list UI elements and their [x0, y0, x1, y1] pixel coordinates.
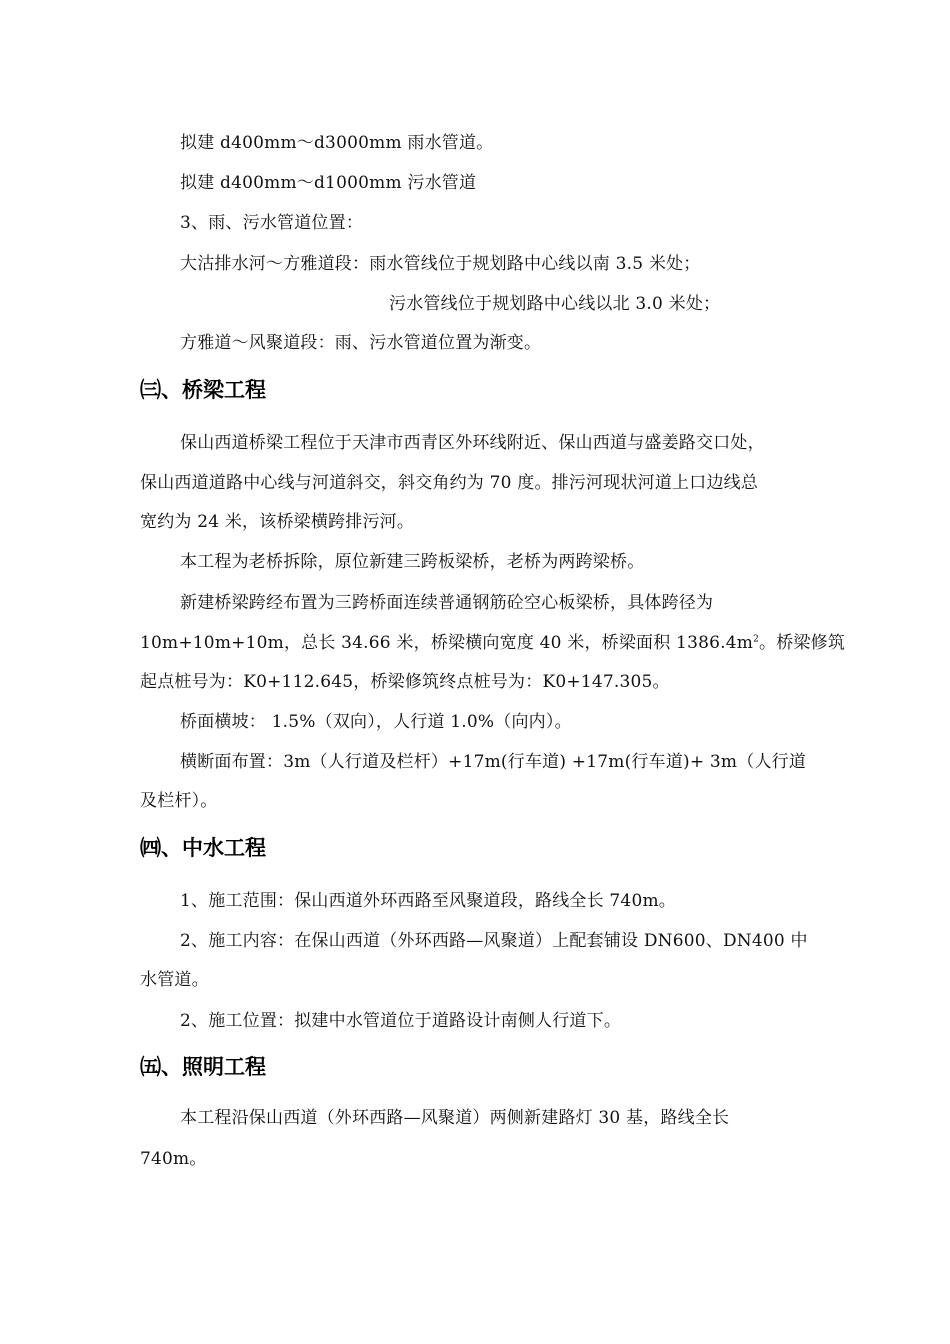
paragraph-line: 保山西道道路中心线与河道斜交，斜交角约为 70 度。排污河现状河道上口边线总 — [140, 473, 759, 493]
paragraph-line: 本工程为老桥拆除，原位新建三跨板梁桥，老桥为两跨梁桥。 — [180, 552, 645, 572]
section-number: ㈣ — [140, 836, 161, 860]
section-title: 、照明工程 — [161, 1055, 266, 1079]
paragraph-line: 3、雨、污水管道位置： — [180, 213, 364, 233]
paragraph-line: 740m。 — [140, 1149, 207, 1169]
section-heading-lighting — [140, 1053, 266, 1081]
paragraph-line — [140, 631, 845, 655]
section-heading-bridge — [140, 376, 266, 404]
paragraph-line: 2、施工内容：在保山西道（外环西路—风聚道）上配套铺设 DN600、DN400 中 — [180, 931, 808, 951]
text-run: 。桥梁修筑 — [759, 633, 846, 653]
paragraph-line: 水管道。 — [140, 970, 209, 990]
text-run: 10m+10m+10m，总长 34.66 米，桥梁横向宽度 40 米，桥梁面积 1386.4m — [140, 633, 754, 653]
paragraph-line: 拟建 d400mm～d3000mm 雨水管道。 — [180, 133, 494, 153]
paragraph-line: 横断面布置：3m（人行道及栏杆）+17m(行车道) +17m(行车道)+ 3m（人行道 — [180, 752, 807, 772]
paragraph-line: 拟建 d400mm～d1000mm 污水管道 — [180, 173, 477, 193]
paragraph-line: 1、施工范围：保山西道外环西路至风聚道段，路线全长 740m。 — [180, 891, 676, 911]
paragraph-line: 及栏杆）。 — [140, 791, 218, 811]
paragraph-line: 起点桩号为：K0+112.645，桥梁修筑终点桩号为：K0+147.305。 — [140, 672, 670, 692]
paragraph-line: 污水管线位于规划路中心线以北 3.0 米处； — [389, 294, 721, 314]
section-title: 、桥梁工程 — [161, 378, 266, 402]
paragraph-line: 新建桥梁跨经布置为三跨桥面连续普通钢筋砼空心板梁桥，具体跨径为 — [180, 593, 714, 613]
paragraph-line: 方雅道～风聚道段：雨、污水管道位置为渐变。 — [180, 333, 542, 353]
paragraph-line: 宽约为 24 米，该桥梁横跨排污河。 — [140, 512, 415, 532]
paragraph-line: 桥面横坡： 1.5%（双向），人行道 1.0%（向内）。 — [180, 712, 572, 732]
superscript: 2 — [753, 634, 760, 645]
paragraph-line: 本工程沿保山西道（外环西路—风聚道）两侧新建路灯 30 基，路线全长 — [180, 1108, 730, 1128]
paragraph-line: 保山西道桥梁工程位于天津市西青区外环线附近、保山西道与盛姜路交口处， — [180, 433, 765, 453]
section-number: ㈢ — [140, 378, 161, 402]
section-title: 、中水工程 — [161, 836, 266, 860]
section-number: ㈤ — [140, 1055, 161, 1079]
paragraph-line: 2、施工位置：拟建中水管道位于道路设计南侧人行道下。 — [180, 1011, 622, 1031]
paragraph-line: 大沽排水河～方雅道段：雨水管线位于规划路中心线以南 3.5 米处； — [180, 254, 701, 274]
section-heading-reclaimed-water — [140, 834, 266, 862]
